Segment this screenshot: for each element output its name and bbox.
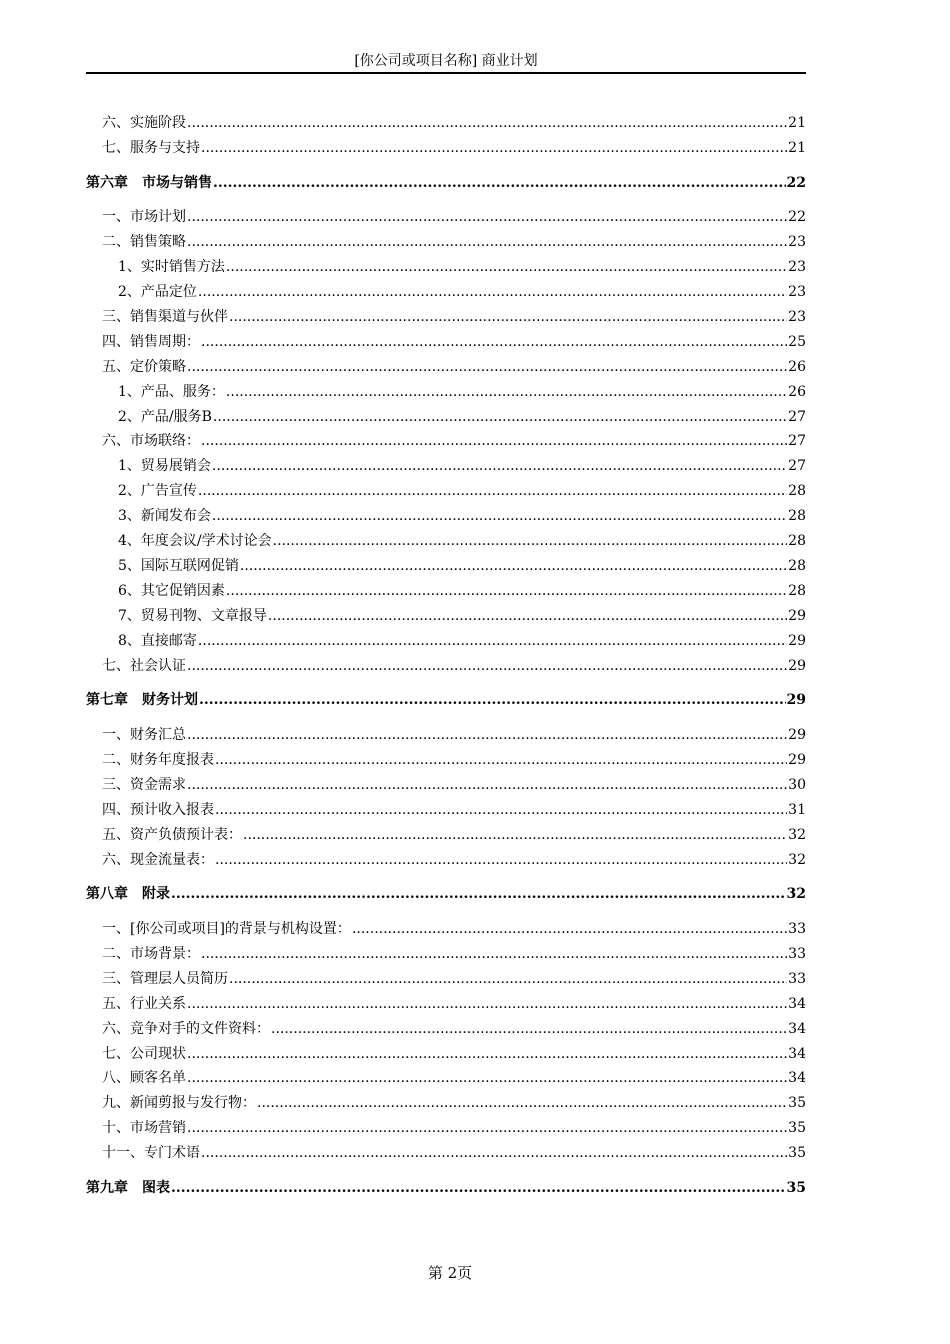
toc-entry-label: 五、资产负债预计表： (102, 826, 242, 843)
toc-chapter-entry[interactable] (86, 882, 806, 907)
toc-entry-label: 7、贸易刊物、文章报导 (118, 607, 267, 624)
toc-entry-page: 33 (788, 921, 806, 938)
toc-leader-dots (271, 1017, 787, 1042)
toc-entry-label: 一、市场计划 (102, 209, 186, 226)
toc-leader-dots (226, 579, 787, 604)
page-header: [你公司或项目名称] 商业计划 (354, 53, 538, 69)
toc-entry-page: 23 (788, 259, 806, 276)
toc-leader-dots (171, 882, 786, 907)
toc-entry-page: 29 (788, 632, 806, 649)
toc-entry-label: 1、贸易展销会 (118, 458, 211, 475)
toc-leader-dots (257, 1091, 787, 1116)
page-number: 第 2页 (427, 1264, 473, 1282)
toc-leader-dots (187, 355, 787, 380)
toc-entry-page: 29 (788, 751, 806, 768)
toc-entry-page: 28 (788, 508, 806, 525)
toc-entry-label: 三、管理层人员简历 (102, 970, 228, 987)
toc-leader-dots (215, 748, 787, 773)
toc-entry-page: 28 (788, 533, 806, 550)
toc-chapter-entry[interactable] (86, 688, 806, 713)
toc-entry-label: 七、公司现状 (102, 1045, 186, 1062)
toc-entry[interactable] (86, 380, 806, 405)
toc-leader-dots (268, 604, 787, 629)
toc-leader-dots (243, 823, 787, 848)
toc-entry[interactable] (86, 305, 806, 330)
toc-entry[interactable] (86, 823, 806, 848)
toc-entry-label: 六、竞争对手的文件资料： (102, 1020, 270, 1037)
toc-entry-label: 5、国际互联网促销 (118, 557, 239, 574)
toc-entry-label: 六、实施阶段 (102, 115, 186, 131)
toc-entry-label: 二、销售策略 (102, 234, 186, 251)
toc-entry-label: 二、市场背景： (102, 946, 200, 962)
toc-entry[interactable] (86, 454, 806, 479)
toc-entry-label: 1、产品、服务： (118, 383, 225, 400)
toc-entry[interactable] (86, 1116, 806, 1141)
toc-entry-label: 十一、专门术语 (102, 1145, 200, 1162)
toc-leader-dots (212, 454, 787, 479)
toc-leader-dots (187, 230, 787, 255)
toc-leader-dots (229, 967, 787, 992)
toc-leader-dots (187, 992, 787, 1017)
toc-leader-dots (171, 1176, 786, 1201)
toc-entry[interactable] (86, 355, 806, 380)
toc-entry[interactable] (86, 230, 806, 255)
toc-entry-page: 33 (788, 970, 806, 987)
toc-entry[interactable] (86, 1042, 806, 1067)
toc-leader-dots (198, 280, 787, 305)
toc-entry-page: 35 (788, 1120, 806, 1137)
toc-entry[interactable] (86, 992, 806, 1017)
toc-chapter-entry[interactable] (86, 1176, 806, 1201)
toc-entry-label: 一、[你公司或项目]的背景与机构设置： (102, 921, 351, 938)
toc-entry-label: 四、销售周期： (102, 333, 200, 350)
toc-entry[interactable] (86, 255, 806, 280)
toc-leader-dots (198, 479, 787, 504)
toc-entry[interactable] (86, 429, 806, 454)
toc-entry-label: 一、财务汇总 (102, 727, 186, 744)
toc-entry-label: 3、新闻发布会 (118, 508, 211, 525)
toc-entry[interactable] (86, 330, 806, 355)
toc-entry[interactable] (86, 629, 806, 654)
toc-leader-dots (226, 380, 787, 405)
toc-leader-dots (201, 942, 787, 967)
toc-entry-label: 1、实时销售方法 (118, 259, 225, 276)
toc-entry[interactable] (86, 942, 806, 967)
toc-leader-dots (198, 629, 787, 654)
toc-entry-page: 34 (788, 1070, 806, 1087)
header-rule (86, 72, 806, 74)
toc-entry-label: 第六章 市场与销售 (86, 174, 212, 191)
toc-entry-page: 34 (788, 995, 806, 1012)
toc-entry-page: 21 (788, 139, 806, 156)
toc-entry-label: 2、产品定位 (118, 284, 197, 301)
toc-leader-dots (226, 255, 787, 280)
toc-entry-label: 三、销售渠道与伙伴 (102, 309, 228, 326)
toc-entry[interactable] (86, 1091, 806, 1116)
toc-entry-page: 35 (788, 1095, 806, 1112)
toc-entry-page: 26 (788, 383, 806, 400)
toc-entry[interactable] (86, 529, 806, 554)
toc-leader-dots (201, 330, 787, 355)
toc-entry-page: 34 (788, 1020, 806, 1037)
toc-entry-page: 32 (786, 886, 806, 903)
toc-entry[interactable] (86, 967, 806, 992)
toc-entry[interactable] (86, 654, 806, 679)
toc-entry-label: 四、预计收入报表 (102, 801, 214, 818)
toc-entry-page: 22 (786, 174, 806, 191)
toc-leader-dots (212, 504, 787, 529)
toc-entry-page: 27 (788, 458, 806, 475)
toc-leader-dots (201, 429, 787, 454)
toc-entry[interactable] (86, 205, 806, 230)
toc-entry-label: 九、新闻剪报与发行物： (102, 1095, 256, 1112)
toc-entry[interactable] (86, 579, 806, 604)
toc-entry-label: 8、直接邮寄 (118, 632, 197, 649)
toc-entry[interactable] (86, 1066, 806, 1091)
toc-entry-label: 二、财务年度报表 (102, 751, 214, 768)
toc-entry-label: 七、社会认证 (102, 657, 186, 674)
toc-leader-dots (201, 1141, 787, 1166)
toc-entry-page: 30 (788, 776, 806, 793)
toc-leader-dots (187, 723, 787, 748)
toc-entry-label: 五、行业关系 (102, 995, 186, 1012)
toc-entry[interactable] (86, 136, 806, 161)
toc-entry[interactable] (86, 848, 806, 873)
toc-entry-page: 23 (788, 234, 806, 251)
toc-entry-page: 23 (788, 284, 806, 301)
toc-leader-dots (199, 688, 786, 713)
toc-entry-page: 29 (786, 692, 806, 709)
toc-entry-label: 6、其它促销因素 (118, 582, 225, 599)
toc-entry-page: 23 (788, 309, 806, 326)
toc-leader-dots (229, 305, 787, 330)
toc-entry-page: 22 (788, 209, 806, 226)
toc-entry-page: 27 (788, 408, 806, 425)
toc-entry-page: 35 (786, 1180, 806, 1197)
toc-entry-page: 27 (788, 433, 806, 450)
toc-leader-dots (187, 111, 787, 136)
toc-entry-label: 七、服务与支持 (102, 139, 200, 156)
toc-entry-label: 第七章 财务计划 (86, 692, 198, 709)
toc-leader-dots (187, 1042, 787, 1067)
toc-entry-label: 八、顾客名单 (102, 1070, 186, 1087)
toc-entry-label: 五、定价策略 (102, 358, 186, 375)
toc-entry-page: 26 (788, 358, 806, 375)
toc-entry[interactable] (86, 405, 806, 430)
toc-entry-label: 三、资金需求 (102, 776, 186, 793)
toc-entry-label: 第八章 附录 (86, 886, 170, 903)
toc-leader-dots (187, 205, 787, 230)
toc-leader-dots (273, 529, 788, 554)
toc-leader-dots (352, 917, 787, 942)
toc-entry[interactable] (86, 723, 806, 748)
toc-leader-dots (187, 1116, 787, 1141)
toc-leader-dots (213, 405, 787, 430)
toc-entry-page: 32 (788, 826, 806, 843)
toc-leader-dots (213, 171, 786, 196)
toc-entry-page: 29 (788, 727, 806, 744)
toc-entry[interactable] (86, 504, 806, 529)
toc-leader-dots (187, 773, 787, 798)
toc-leader-dots (240, 554, 787, 579)
table-of-contents (86, 111, 806, 1211)
toc-entry-page: 32 (788, 851, 806, 868)
toc-entry-label: 六、市场联络： (102, 433, 200, 450)
toc-entry-page: 33 (788, 946, 806, 962)
toc-entry-page: 29 (788, 657, 806, 674)
toc-entry-label: 2、广告宣传 (118, 483, 197, 500)
toc-entry[interactable] (86, 1141, 806, 1166)
toc-entry-label: 第九章 图表 (86, 1180, 170, 1197)
toc-entry[interactable] (86, 479, 806, 504)
toc-leader-dots (187, 654, 787, 679)
toc-entry-page: 29 (788, 607, 806, 624)
toc-entry-page: 28 (788, 557, 806, 574)
toc-entry[interactable] (86, 798, 806, 823)
toc-entry[interactable] (86, 604, 806, 629)
toc-entry-page: 28 (788, 582, 806, 599)
toc-entry[interactable] (86, 917, 806, 942)
toc-leader-dots (201, 136, 787, 161)
toc-leader-dots (215, 848, 787, 873)
toc-entry-page: 28 (788, 483, 806, 500)
toc-chapter-entry[interactable] (86, 171, 806, 196)
toc-entry-label: 4、年度会议/学术讨论会 (118, 533, 272, 550)
toc-entry-page: 21 (788, 115, 806, 131)
toc-entry-page: 25 (788, 333, 806, 350)
toc-entry[interactable] (86, 111, 806, 136)
toc-entry[interactable] (86, 773, 806, 798)
toc-entry[interactable] (86, 280, 806, 305)
toc-entry[interactable] (86, 1017, 806, 1042)
toc-entry-page: 31 (788, 801, 806, 818)
toc-entry[interactable] (86, 554, 806, 579)
toc-entry-label: 十、市场营销 (102, 1120, 186, 1137)
toc-entry-page: 34 (788, 1045, 806, 1062)
toc-leader-dots (215, 798, 787, 823)
toc-entry[interactable] (86, 748, 806, 773)
toc-entry-page: 35 (788, 1145, 806, 1162)
toc-entry-label: 六、现金流量表： (102, 851, 214, 868)
toc-entry-label: 2、产品/服务B (118, 408, 212, 425)
toc-leader-dots (187, 1066, 787, 1091)
